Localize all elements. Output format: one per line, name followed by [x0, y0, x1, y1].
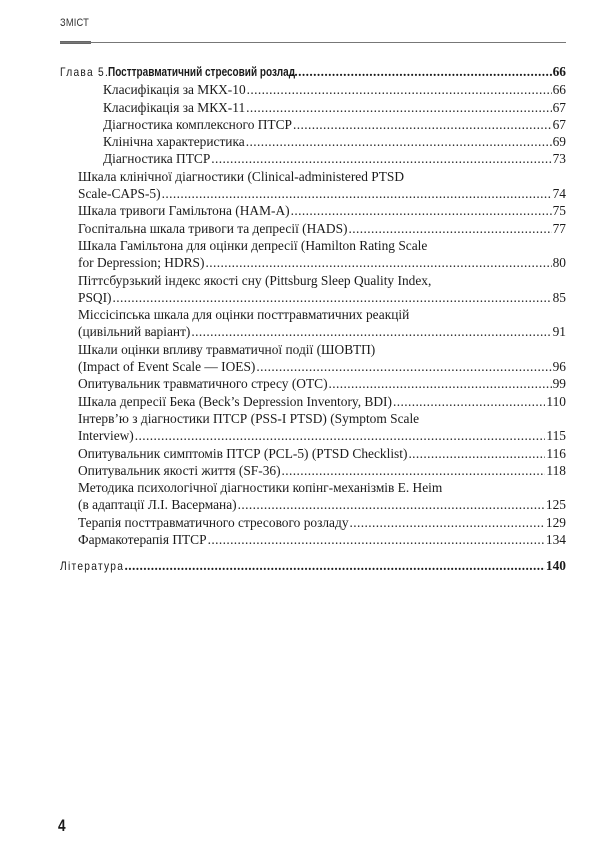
entry-title: Діагностика ПТСР	[103, 151, 211, 167]
toc-entry[interactable]	[60, 410, 566, 445]
dot-leader	[125, 557, 545, 574]
entry-row	[78, 462, 566, 479]
dot-leader	[162, 185, 552, 202]
dot-leader	[191, 323, 551, 340]
running-header: ЗМІСТ	[60, 17, 90, 29]
dot-leader	[205, 254, 551, 271]
entry-title: Фармакотерапія ПТСР	[78, 532, 207, 548]
entry-title: Класифікація за МКХ-11	[103, 99, 246, 115]
dot-leader	[135, 427, 546, 444]
toc-subsection[interactable]	[60, 150, 566, 167]
page-ref: 99	[552, 376, 566, 392]
dot-leader	[293, 116, 552, 133]
toc-entry[interactable]	[60, 220, 566, 237]
dot-leader	[349, 220, 552, 237]
dot-leader	[246, 99, 551, 116]
entry-title: Опитувальник симптомів ПТСР (PCL-5) (PTSD Checklist)	[78, 445, 408, 461]
page-ref: 134	[545, 532, 566, 548]
toc-chapter[interactable]	[60, 63, 566, 81]
toc-subsection[interactable]	[60, 99, 566, 116]
entry-title-line1: Міссісіпська шкала для оцінки посттравматичних реакцій	[78, 307, 410, 323]
entry-title: Госпітальна шкала тривоги та депресії (HADS)	[78, 220, 348, 236]
chapter-title: Посттравматичний стресовий розлад	[107, 65, 295, 79]
page-ref: 118	[546, 462, 566, 478]
entry-title: Діагностика комплексного ПТСР	[103, 116, 292, 132]
page-ref: 67	[552, 99, 566, 115]
toc-entry[interactable]	[60, 393, 566, 410]
toc-subsection[interactable]	[60, 81, 566, 98]
toc-entry[interactable]	[60, 341, 566, 376]
entry-row	[78, 445, 566, 462]
page-ref: 91	[552, 324, 566, 340]
page-ref: 80	[552, 255, 566, 271]
entry-row	[78, 514, 566, 531]
page-ref: 110	[546, 393, 566, 409]
table-of-contents	[60, 63, 566, 576]
entry-title: (Impact of Event Scale — IOES)	[78, 359, 256, 375]
toc-literature[interactable]	[60, 557, 566, 575]
entry-title: Клінічна характеристика	[103, 134, 245, 150]
entry-title-line1: Методика психологічної діагностики копінг-механізмів E. Heim	[78, 480, 443, 496]
page-ref: 75	[552, 203, 566, 219]
entry-row	[78, 427, 566, 444]
entry-row	[78, 531, 566, 548]
page-ref: 77	[552, 220, 566, 236]
entry-title: Шкала депресії Бека (Beck’s Depression Inventory, BDI)	[78, 393, 392, 409]
dot-leader	[350, 514, 545, 531]
entry-row	[78, 496, 566, 513]
dot-leader	[329, 375, 552, 392]
dot-leader	[291, 202, 552, 219]
entry-title-line1: Інтерв’ю з діагностики ПТСР (PSS-I PTSD) (Symptom Scale	[78, 410, 420, 426]
page-ref: 67	[552, 116, 566, 132]
entry-row	[78, 289, 566, 306]
page-ref: 74	[552, 186, 566, 202]
chapter-label: Глава 5.	[60, 65, 110, 79]
header-rule	[60, 42, 566, 43]
page-ref: 140	[545, 558, 566, 574]
dot-leader	[291, 63, 552, 80]
page-ref: 125	[545, 497, 566, 513]
entry-title: Терапія посттравматичного стресового розладу	[78, 514, 349, 530]
toc-entry[interactable]	[60, 479, 566, 514]
toc-entry[interactable]	[60, 462, 566, 479]
dot-leader	[208, 531, 545, 548]
page-ref: 129	[545, 514, 566, 530]
page-ref: 66	[552, 64, 566, 79]
page-ref: 115	[546, 428, 566, 444]
entry-title-line1: Піттсбурзький індекс якості сну (Pittsburg Sleep Quality Index,	[78, 272, 432, 288]
dot-leader	[238, 496, 545, 513]
dot-leader	[282, 462, 546, 479]
toc-entry[interactable]	[60, 168, 566, 203]
entry-row	[78, 185, 566, 202]
entry-row	[78, 375, 566, 392]
entry-title: (в адаптації Л.І. Васермана)	[78, 497, 237, 513]
entry-title: Шкала тривоги Гамільтона (HAM-A)	[78, 203, 290, 219]
entry-title-line1: Шкала Гамільтона для оцінки депресії (Hamilton Rating Scale	[78, 237, 428, 253]
page-ref: 73	[552, 151, 566, 167]
entry-title-line1: Шкали оцінки впливу травматичної події (ШОВТП)	[78, 341, 376, 357]
entry-title: PSQI)	[78, 289, 112, 305]
entry-title: Класифікація за МКХ-10	[103, 82, 246, 98]
toc-subsection[interactable]	[60, 133, 566, 150]
toc-entry[interactable]	[60, 237, 566, 272]
page-ref: 96	[552, 359, 566, 375]
dot-leader	[211, 150, 551, 167]
literature-label: Література	[60, 559, 125, 574]
entry-title: Опитувальник якості життя (SF-36)	[78, 462, 281, 478]
dot-leader	[393, 393, 545, 410]
entry-row	[78, 323, 566, 340]
entry-title: (цивільний варіант)	[78, 324, 191, 340]
toc-entry[interactable]	[60, 306, 566, 341]
dot-leader	[246, 133, 552, 150]
entry-row	[78, 254, 566, 271]
page-ref: 116	[546, 445, 566, 461]
page-number: 4	[58, 816, 66, 835]
toc-entry[interactable]	[60, 272, 566, 307]
toc-entry[interactable]	[60, 531, 566, 548]
toc-entry[interactable]	[60, 375, 566, 392]
page-ref: 85	[552, 289, 566, 305]
entry-title-line1: Шкала клінічної діагностики (Clinical-administered PTSD	[78, 168, 405, 184]
entry-title: Опитувальник травматичного стресу (ОТС)	[78, 376, 328, 392]
dot-leader	[256, 358, 551, 375]
toc-subsection[interactable]	[60, 116, 566, 133]
entry-title: for Depression; HDRS)	[78, 255, 205, 271]
entry-title: Interview)	[78, 428, 134, 444]
dot-leader	[112, 289, 551, 306]
dot-leader	[247, 81, 552, 98]
entry-row	[78, 358, 566, 375]
toc-entry[interactable]	[60, 514, 566, 531]
entry-row	[78, 220, 566, 237]
toc-entry[interactable]	[60, 202, 566, 219]
toc-entry[interactable]	[60, 445, 566, 462]
page-ref: 66	[552, 82, 566, 98]
entry-row	[78, 202, 566, 219]
dot-leader	[408, 445, 545, 462]
page-ref: 69	[552, 134, 566, 150]
entry-row	[78, 393, 566, 410]
entry-title: Scale-CAPS-5)	[78, 186, 161, 202]
